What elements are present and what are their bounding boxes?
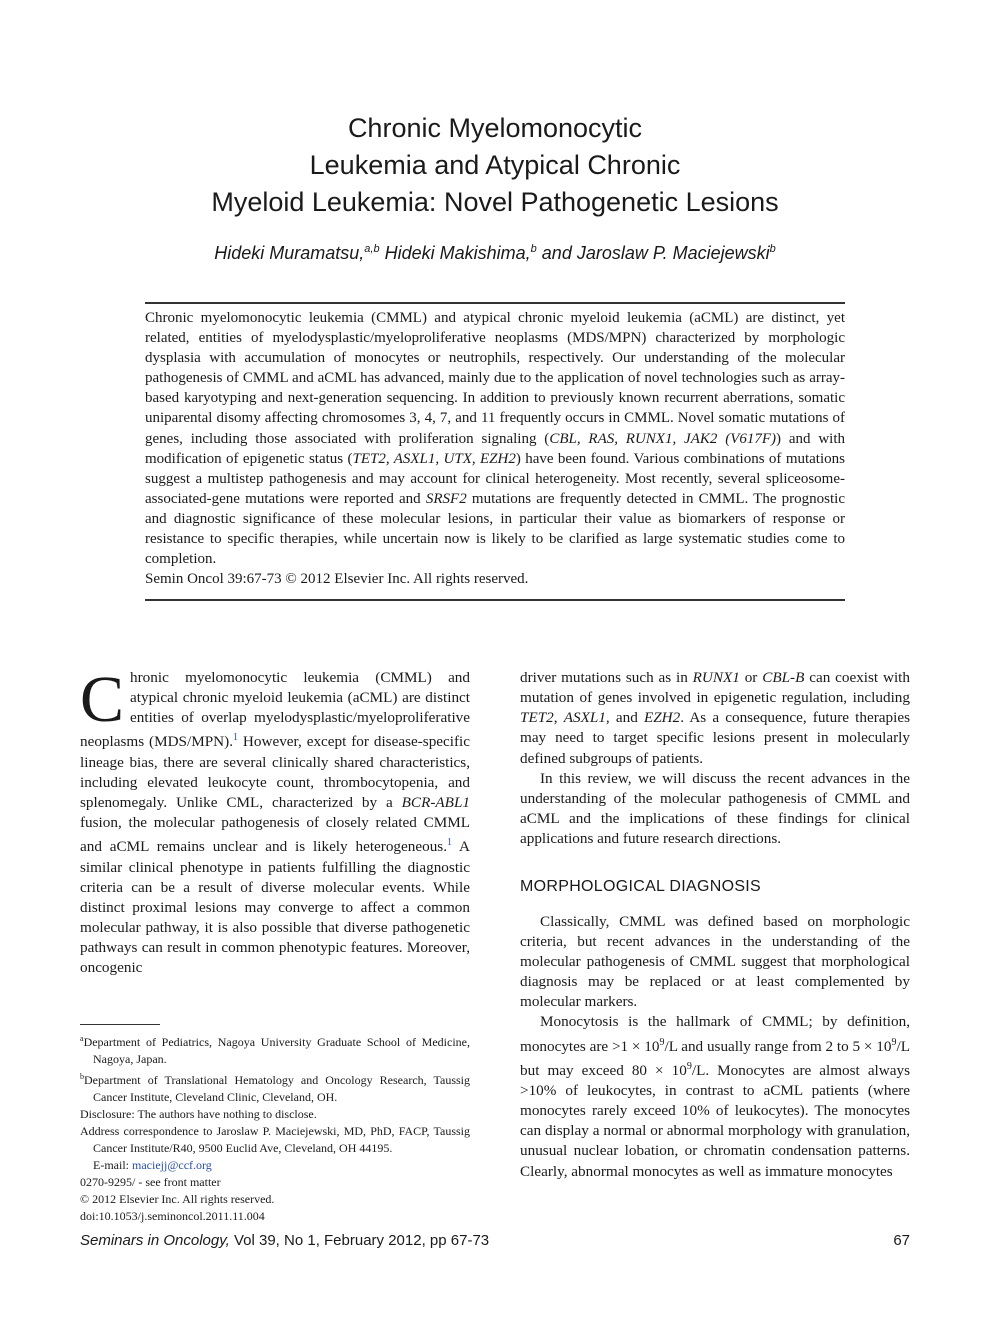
gene-name: ASXL1 bbox=[563, 709, 606, 727]
body-paragraph: Classically, CMML was defined based on morphologic criteria, but recent advances in the understanding of the molecular pathogenesis of CMML suggest that morphological diagnosis may be replaced or at least complemented by molecular markers. bbox=[520, 912, 910, 1011]
journal-details: Vol 39, No 1, February 2012, pp 67-73 bbox=[229, 1232, 490, 1249]
abstract-segment: ) have been found. Various combinations of mutations suggest a multistep pathogenesis and may account for clinical heterogeneity. Most recently, several spliceosome-associated-gene mutations were reported and bbox=[145, 450, 845, 507]
text-segment: or bbox=[739, 669, 763, 686]
body-paragraph bbox=[520, 668, 910, 769]
gene-name: RUNX1 bbox=[692, 669, 740, 686]
journal-name: Seminars in Oncology, bbox=[80, 1232, 230, 1249]
gene-name: TET2 bbox=[520, 709, 554, 727]
title-line: Myeloid Leukemia: Novel Pathogenetic Lesions bbox=[211, 187, 779, 217]
drop-cap: C bbox=[80, 663, 125, 736]
section-heading: MORPHOLOGICAL DIAGNOSIS bbox=[520, 878, 762, 896]
text-segment: can coexist with mutation of genes involved in epigenetic regulation, including bbox=[520, 669, 910, 707]
text-segment: /L and usually range from 2 to 5 × 10 bbox=[664, 1037, 892, 1055]
exponent: 9 bbox=[659, 1036, 665, 1048]
left-column bbox=[80, 663, 471, 978]
body-paragraph: In this review, we will discuss the recent advances in the understanding of the molecular pathogenesis of CMML and aCML and the implications of these findings for clinical applications and future research directions. bbox=[520, 769, 910, 848]
author-name: Hideki Makishima, bbox=[384, 243, 531, 263]
reference-link[interactable]: 1 bbox=[447, 837, 452, 849]
abstract-gene-list: TET2, ASXL1, UTX, EZH2 bbox=[352, 450, 516, 467]
text-segment: , bbox=[553, 709, 564, 727]
footnote-text: Department of Translational Hematology and Oncology Research, Taussig Cancer Institute, Cleveland Clinic, Cleveland, OH. bbox=[84, 1073, 470, 1104]
text-segment: /L but may exceed 80 × 10 bbox=[520, 1037, 910, 1079]
email-link[interactable]: maciejj@ccf.org bbox=[132, 1158, 212, 1172]
text-segment: driver mutations such as in bbox=[520, 669, 693, 686]
abstract-segment: Chronic myelomonocytic leukemia (CMML) and atypical chronic myeloid leukemia (aCML) are distinct, yet related, entities of myelodysplastic/myeloproliferative neoplasms (MDS/MPN) characterized by morphologic dysplasia with accumulation of monocytes or neutrophils, respectively. Our understanding of the molecular pathogenesis of CMML and aCML has advanced, mainly due to the application of novel technologies such as array-based karyotyping and next-generation sequencing. In addition to previously known recurrent aberrations, somatic uniparental disomy affecting chromosomes 3, 4, 7, and 11 frequently occurs in CMML. Novel somatic mutations of genes, including those associated with proliferation signaling ( bbox=[145, 310, 845, 447]
footnote-text: Department of Pediatrics, Nagoya University Graduate School of Medicine, Nagoya, Japan. bbox=[83, 1035, 470, 1066]
correspondence-address: Address correspondence to Jaroslaw P. Maciejewski, MD, PhD, FACP, Taussig Cancer Institute/R40, 9500 Euclid Ave, Cleveland, OH 44195. bbox=[80, 1124, 470, 1155]
text-segment: fusion, the molecular pathogenesis of closely related CMML and aCML remains unclear and is likely heterogeneous. bbox=[80, 814, 470, 856]
email-label: E-mail: bbox=[93, 1158, 132, 1172]
exponent: 9 bbox=[686, 1060, 692, 1072]
abstract-gene: SRSF2 bbox=[425, 490, 467, 507]
right-column bbox=[520, 668, 910, 1182]
abstract-text bbox=[145, 308, 845, 569]
intro-paragraph bbox=[80, 663, 471, 978]
email-line bbox=[80, 1157, 470, 1174]
footnote-mark: b bbox=[80, 1072, 84, 1081]
abstract bbox=[145, 302, 845, 601]
title-line: Chronic Myelomonocytic bbox=[347, 113, 643, 143]
author-affiliation: b bbox=[769, 243, 776, 255]
copyright: © 2012 Elsevier Inc. All rights reserved. bbox=[80, 1192, 275, 1206]
text-segment: hronic myelomonocytic leukemia (CMML) and atypical chronic myeloid leukemia (aCML) are distinct entities of overlap myelodysplastic/myeloproliferative neoplasms (MDS/MPN). bbox=[80, 669, 470, 751]
affiliation-a bbox=[80, 1030, 470, 1068]
author-affiliation: a,b bbox=[364, 243, 380, 255]
text-segment: . As a consequence, future therapies may need to target specific lesions present in molecularly defined subgroups of patients. bbox=[520, 709, 910, 767]
footnote-divider bbox=[80, 1024, 160, 1025]
abstract-segment: mutations are frequently detected in CMML. The prognostic and diagnostic significance of these molecular lesions, in particular their value as biomarkers of response or resistance to specific therapies, while uncertain now is likely to be clarified as large systematic studies come to completion. bbox=[145, 490, 846, 568]
text-segment: Monocytosis is the hallmark of CMML; by definition, monocytes are >1 × 10 bbox=[520, 1013, 910, 1055]
author-conjunction: and bbox=[541, 243, 572, 263]
text-segment: , and bbox=[605, 709, 644, 727]
author-list bbox=[0, 243, 990, 264]
text-segment: /L. Monocytes are almost always >10% of leukocytes, in contrast to aCML patients (where monocytes rarely exceed 10% of leukocytes). The monocytes can display a normal or abnormal morphology with granulation, unusual nuclear lobation, or chromatin condensation patterns. Clearly, abnormal monocytes as well as immature monocytes bbox=[520, 1061, 910, 1180]
article-title bbox=[0, 110, 990, 221]
author-name: Hideki Muramatsu, bbox=[214, 243, 365, 263]
exponent: 9 bbox=[891, 1036, 897, 1048]
footnote-mark: a bbox=[80, 1034, 84, 1043]
reference-link[interactable]: 1 bbox=[233, 732, 239, 744]
author-name: Jaroslaw P. Maciejewski bbox=[576, 243, 770, 263]
abstract-citation: Semin Oncol 39:67-73 © 2012 Elsevier Inc. All rights reserved. bbox=[145, 571, 529, 588]
author-affiliation: b bbox=[530, 243, 537, 255]
affiliation-b bbox=[80, 1068, 470, 1106]
issn: 0270-9295/ - see front matter bbox=[80, 1175, 221, 1189]
journal-footer bbox=[80, 1232, 489, 1249]
page-number: 67 bbox=[893, 1232, 910, 1249]
title-line: Leukemia and Atypical Chronic bbox=[309, 150, 681, 180]
abstract-gene-list: CBL, RAS, RUNX1, JAK2 (V617F) bbox=[549, 430, 777, 447]
gene-name: BCR-ABL1 bbox=[401, 794, 470, 811]
text-segment: A similar clinical phenotype in patients fulfilling the diagnostic criteria can be a result of diverse molecular events. While distinct proximal lesions may converge to affect a common molecular pathway, it is also possible that diverse pathogenetic pathways can result in common phenotypic features. Moreover, oncogenic bbox=[80, 838, 470, 977]
abstract-segment: ) and with modification of epigenetic status ( bbox=[145, 430, 846, 467]
disclosure: Disclosure: The authors have nothing to disclose. bbox=[80, 1107, 317, 1121]
text-segment: However, except for disease-specific lineage bias, there are several clinically shared characteristics, including elevated leukocyte count, thrombocytopenia, and splenomegaly. Unlike CML, characterized by a bbox=[80, 733, 471, 811]
gene-name: EZH2 bbox=[643, 709, 681, 727]
gene-name: CBL-B bbox=[762, 669, 805, 686]
doi: doi:10.1053/j.seminoncol.2011.11.004 bbox=[80, 1209, 265, 1223]
body-paragraph bbox=[520, 1012, 910, 1181]
footnotes bbox=[80, 1030, 470, 1225]
